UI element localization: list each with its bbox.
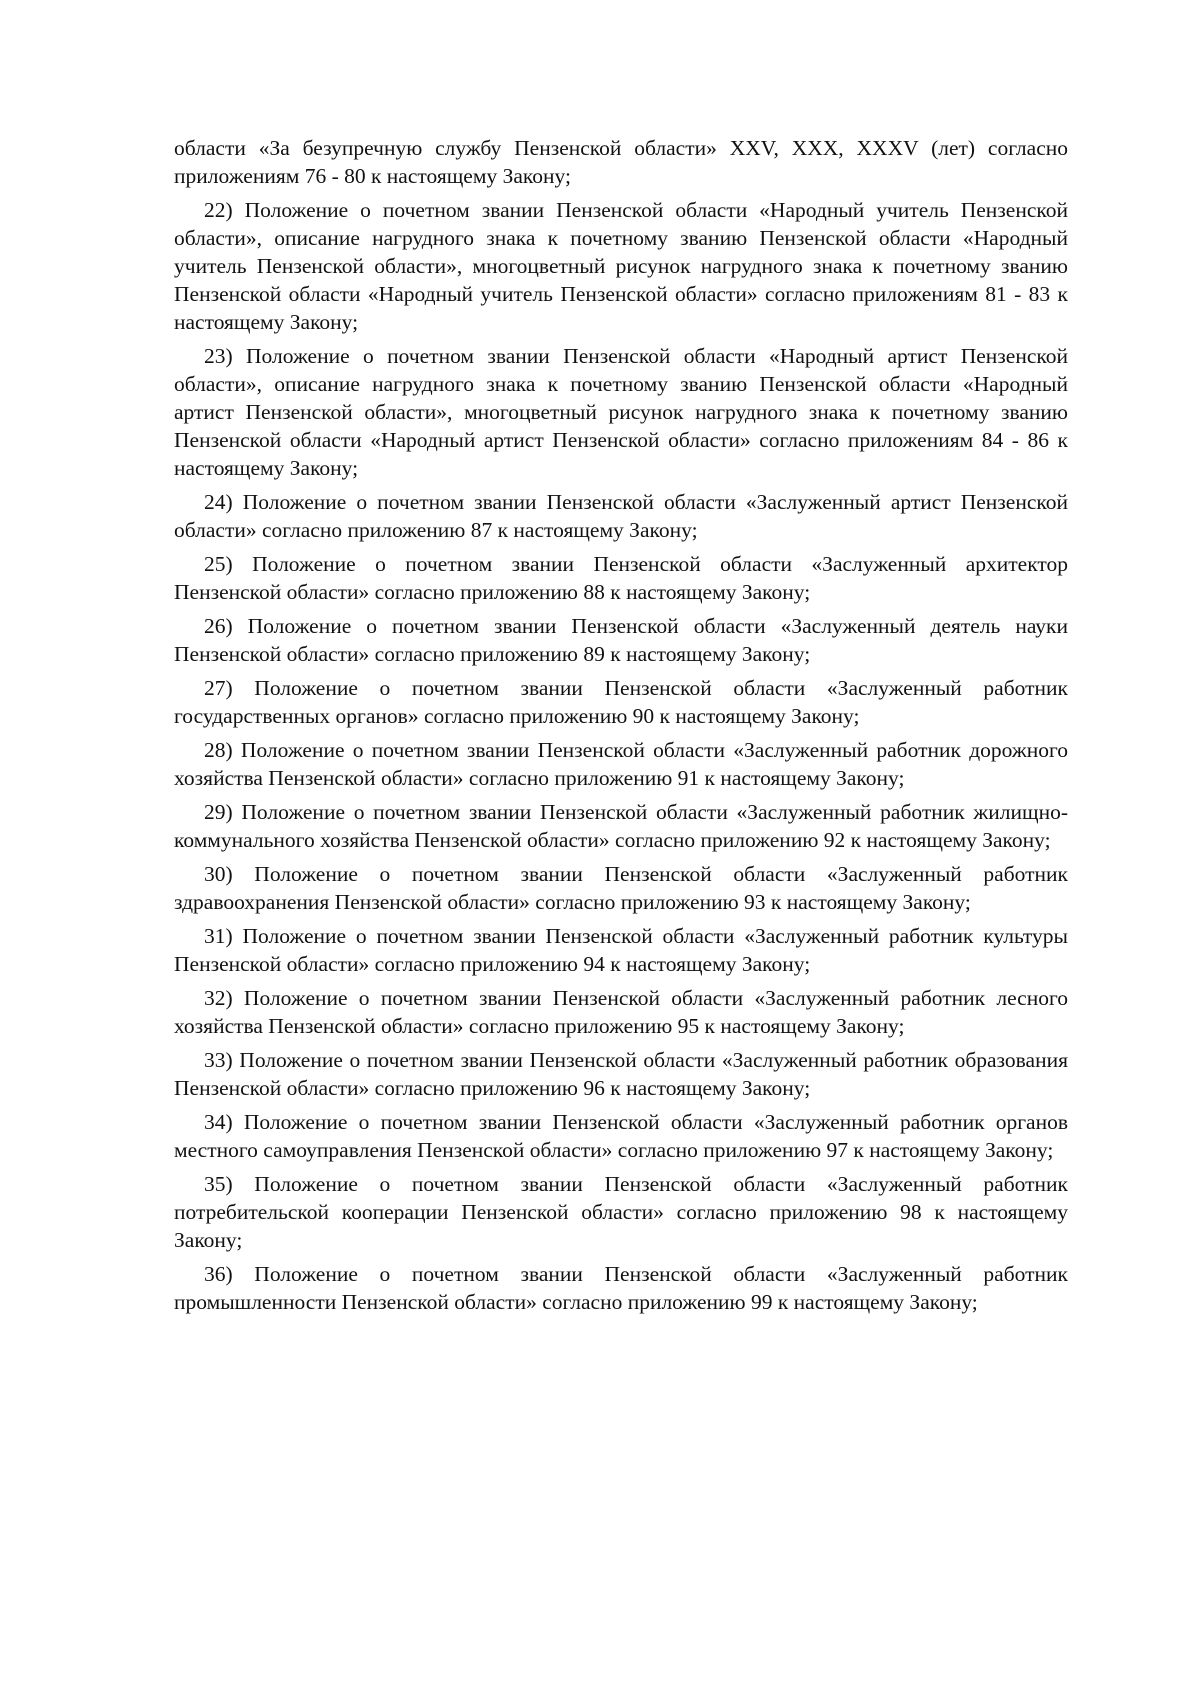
- paragraph-item-33: 33) Положение о почетном звании Пензенской области «Заслуженный работник образования Пензенской области» согласно приложению 96 к настоящему Закону;: [174, 1048, 1068, 1100]
- paragraph-continuation: области «За безупречную службу Пензенской области» XXV, XXX, XXXV (лет) согласно приложениям 76 - 80 к настоящему Закону;: [174, 136, 1068, 188]
- document-body: [174, 134, 1068, 1322]
- paragraph-item-34: 34) Положение о почетном звании Пензенской области «Заслуженный работник органов местного самоуправления Пензенской области» согласно приложению 97 к настоящему Закону;: [174, 1110, 1068, 1162]
- paragraph-item-28: 28) Положение о почетном звании Пензенской области «Заслуженный работник дорожного хозяйства Пензенской области» согласно приложению 91 к настоящему Закону;: [174, 738, 1068, 790]
- paragraph-item-31: 31) Положение о почетном звании Пензенской области «Заслуженный работник культуры Пензенской области» согласно приложению 94 к настоящему Закону;: [174, 924, 1068, 976]
- paragraph-item-22: 22) Положение о почетном звании Пензенской области «Народный учитель Пензенской области», описание нагрудного знака к почетному званию Пензенской области «Народный учитель Пензенской области», многоцветный рисунок нагрудного знака к почетному званию Пензенской области «Народный учитель Пензенской области» согласно приложениям 81 - 83 к настоящему Закону;: [174, 198, 1068, 334]
- paragraph-item-30: 30) Положение о почетном звании Пензенской области «Заслуженный работник здравоохранения Пензенской области» согласно приложению 93 к настоящему Закону;: [174, 862, 1068, 914]
- paragraph-item-24: 24) Положение о почетном звании Пензенской области «Заслуженный артист Пензенской области» согласно приложению 87 к настоящему Закону;: [174, 490, 1068, 542]
- paragraph-item-26: 26) Положение о почетном звании Пензенской области «Заслуженный деятель науки Пензенской области» согласно приложению 89 к настоящему Закону;: [174, 614, 1068, 666]
- paragraph-item-32: 32) Положение о почетном звании Пензенской области «Заслуженный работник лесного хозяйства Пензенской области» согласно приложению 95 к настоящему Закону;: [174, 986, 1068, 1038]
- paragraph-item-23: 23) Положение о почетном звании Пензенской области «Народный артист Пензенской области», описание нагрудного знака к почетному званию Пензенской области «Народный артист Пензенской области», многоцветный рисунок нагрудного знака к почетному званию Пензенской области «Народный артист Пензенской области» согласно приложениям 84 - 86 к настоящему Закону;: [174, 344, 1068, 480]
- paragraph-item-27: 27) Положение о почетном звании Пензенской области «Заслуженный работник государственных органов» согласно приложению 90 к настоящему Закону;: [174, 676, 1068, 728]
- paragraph-item-36: 36) Положение о почетном звании Пензенской области «Заслуженный работник промышленности Пензенской области» согласно приложению 99 к настоящему Закону;: [174, 1262, 1068, 1314]
- paragraph-item-25: 25) Положение о почетном звании Пензенской области «Заслуженный архитектор Пензенской области» согласно приложению 88 к настоящему Закону;: [174, 552, 1068, 604]
- paragraph-item-29: 29) Положение о почетном звании Пензенской области «Заслуженный работник жилищно-коммунального хозяйства Пензенской области» согласно приложению 92 к настоящему Закону;: [174, 800, 1068, 852]
- paragraph-item-35: 35) Положение о почетном звании Пензенской области «Заслуженный работник потребительской кооперации Пензенской области» согласно приложению 98 к настоящему Закону;: [174, 1172, 1068, 1252]
